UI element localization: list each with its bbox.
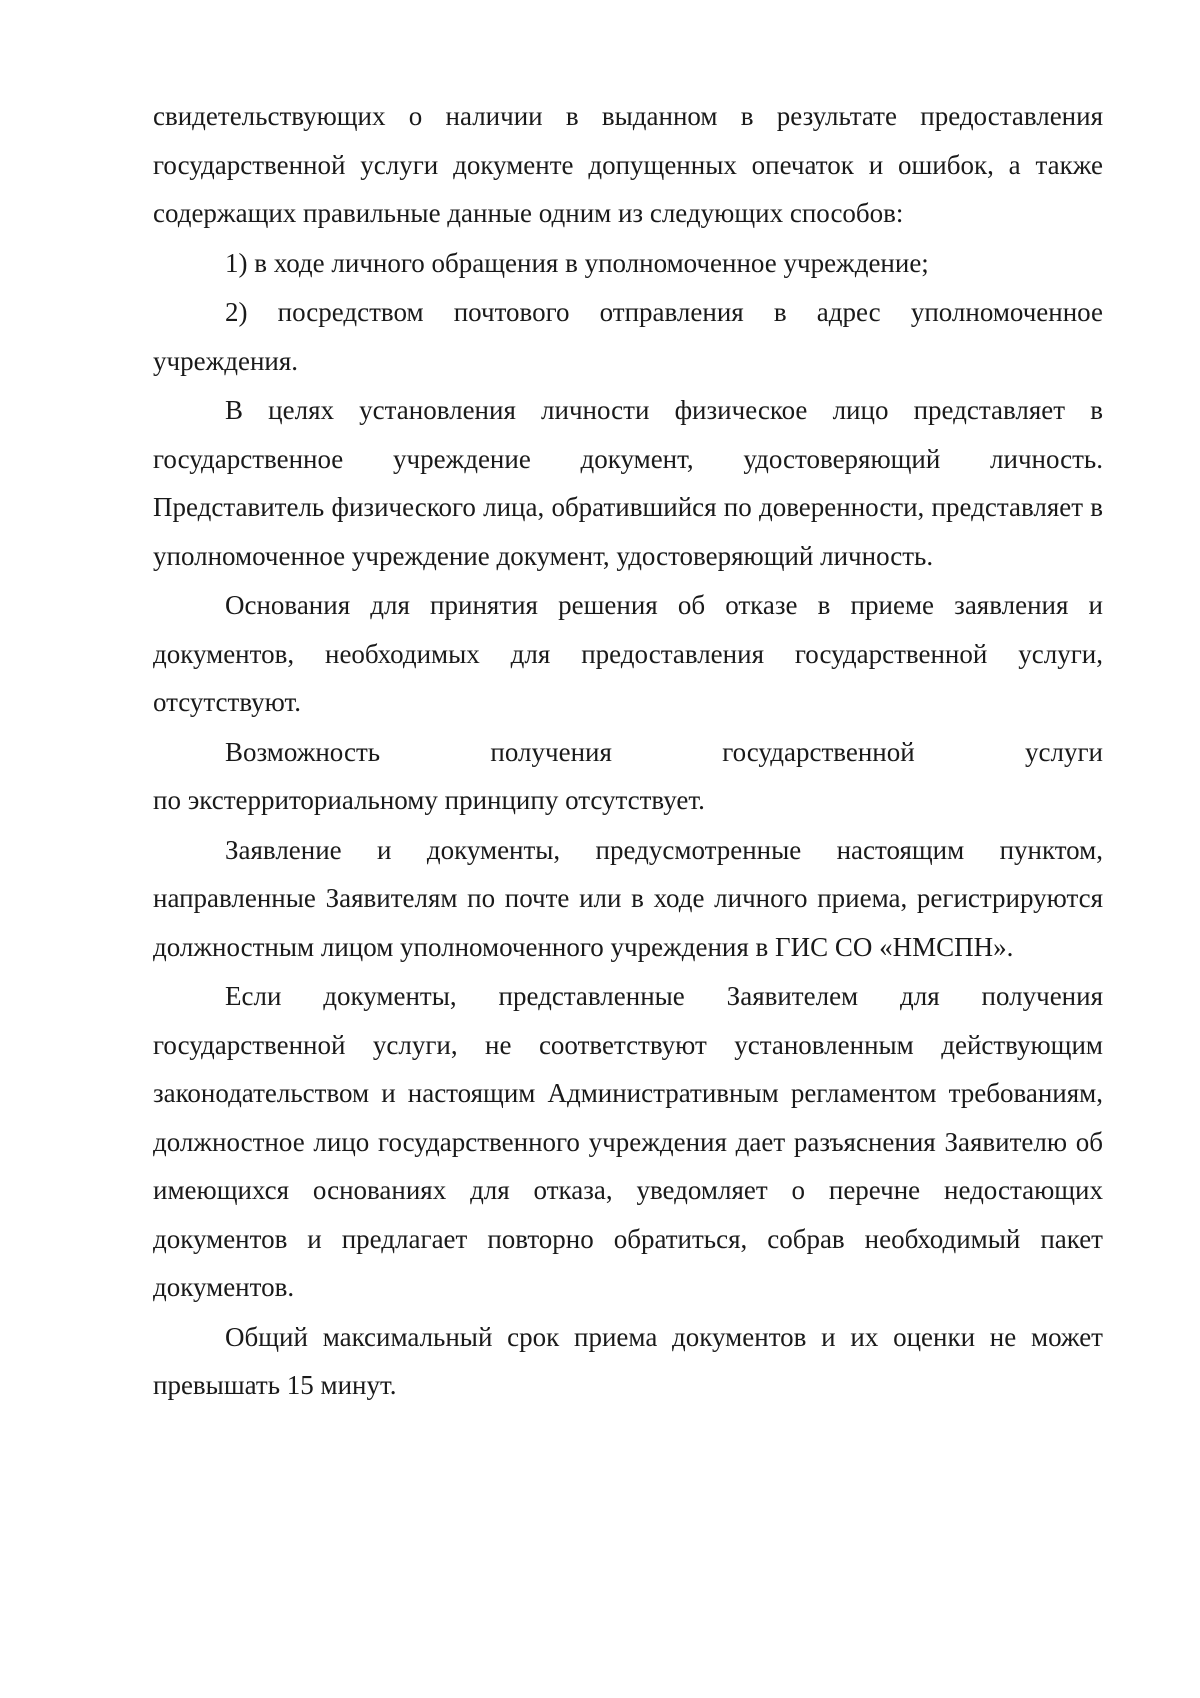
- paragraph-identity: В целях установления личности физическое лицо представляет в государственное учреждение документ, удостоверяющий личность. Представитель физического лица, обратившийся по доверенности, представляет в уполномоченное учреждение документ, удостоверяющий личность.: [153, 395, 1103, 571]
- paragraph-registration: Заявление и документы, предусмотренные настоящим пунктом, направленные Заявителям по почте или в ходе личного приема, регистрируются должностным лицом уполномоченного учреждения в ГИС СО «НМСПН».: [153, 834, 1103, 962]
- paragraph-nonconforming-documents: Если документы, представленные Заявителем для получения государственной услуги, не соответствуют установленным действующим законодательством и настоящим Административным регламентом требованиям, должностное лицо государственного учреждения дает разъяснения Заявителю об имеющихся основаниях для отказа, уведомляет о перечне недостающих документов и предлагает повторно обратиться, собрав необходимый пакет документов.: [153, 981, 1103, 1302]
- paragraph-refusal-grounds: Основания для принятия решения об отказе в приеме заявления и документов, необходимых для предоставления государственной услуги, отсутствуют.: [153, 590, 1103, 717]
- paragraph-max-duration: Общий максимальный срок приема документов и их оценки не может превышать 15 минут.: [153, 1321, 1103, 1400]
- document-body: [153, 92, 1103, 1410]
- paragraph-extraterritorial-line-1: Возможность получения государственной услуги: [225, 736, 1103, 767]
- paragraph-extraterritorial-line-2: по экстерриториальному принципу отсутствует.: [153, 785, 705, 815]
- paragraph-method-1: 1) в ходе личного обращения в уполномоченное учреждение;: [225, 247, 929, 278]
- paragraph-method-2: 2) посредством почтового отправления в адрес уполномоченное учреждения.: [153, 297, 1103, 376]
- paragraph-correction-methods: свидетельствующих о наличии в выданном в результате предоставления государственной услуги документе допущенных опечаток и ошибок, а также содержащих правильные данные одним из следующих способов:: [153, 101, 1103, 228]
